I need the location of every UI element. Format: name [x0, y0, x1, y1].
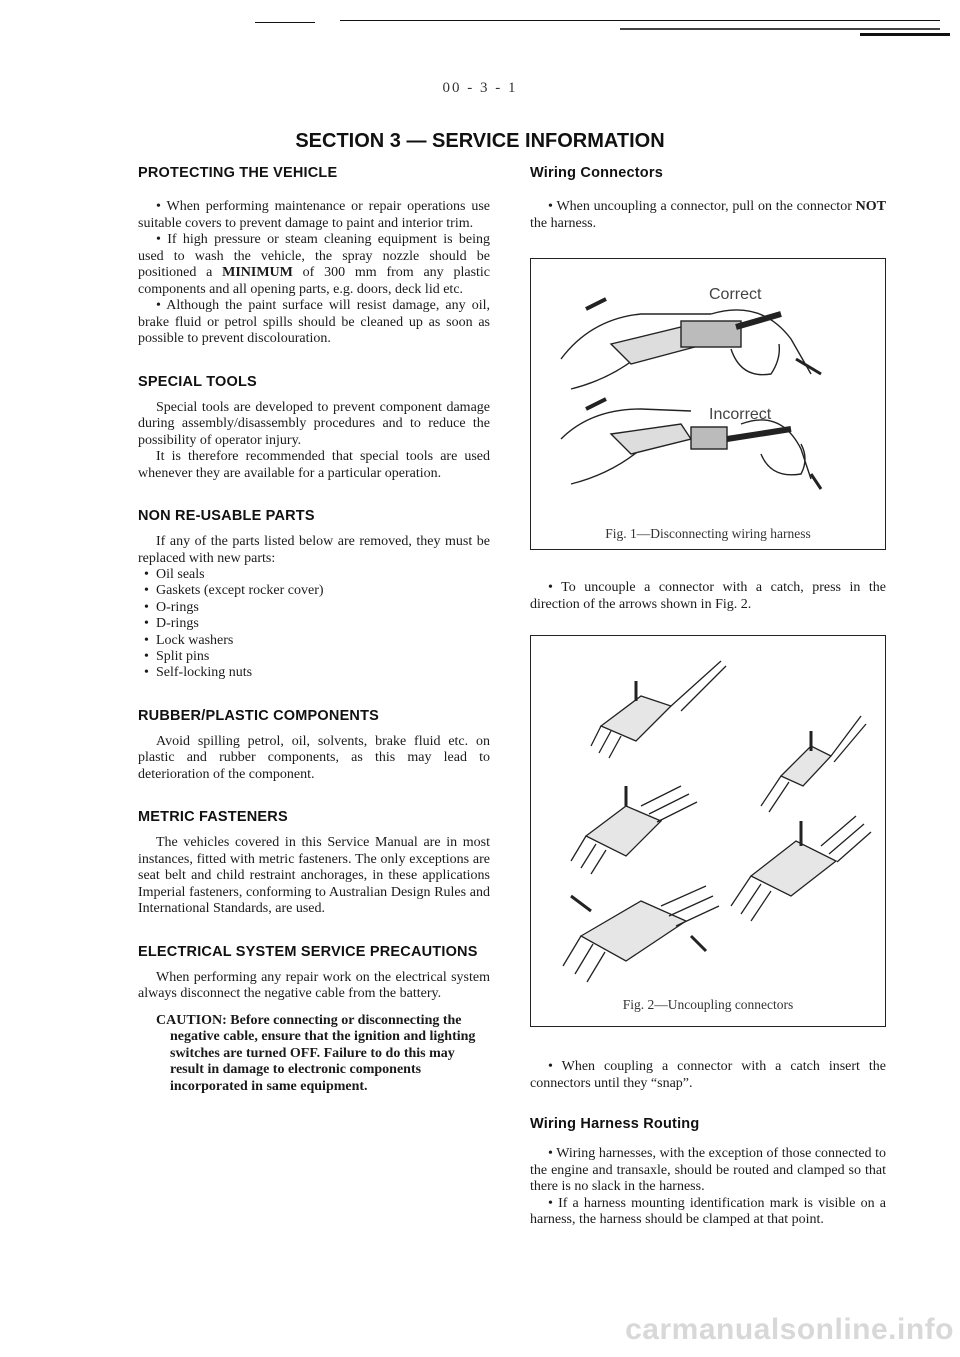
protecting-para-3: • Although the paint surface will resist damage, any oil, brake fluid or petrol spills should be cleaned up as soon as possible to prevent discolouration. — [138, 298, 490, 346]
section-title: SECTION 3 — SERVICE INFORMATION — [295, 130, 665, 152]
heading-wiring-connectors: Wiring Connectors — [530, 165, 663, 181]
scan-artifact-line — [340, 20, 940, 21]
fig1-caption: Fig. 1—Disconnecting wiring harness — [605, 526, 811, 541]
list-item: • Split pins — [138, 649, 490, 665]
protecting-para-2: • If high pressure or steam cleaning equipment is being used to wash the vehicle, the spray nozzle should be positioned a MINIMUM of 300 mm from any plastic components and all opening parts, e.g. doors, deck lid etc. — [138, 232, 491, 297]
fig2-connector-5 — [563, 886, 719, 982]
fig1-label-correct: Correct — [709, 286, 762, 303]
fig2-illustration — [531, 636, 885, 996]
special-tools-para-1: Special tools are developed to prevent component damage during assembly/disassembly procedures and to reduce the possibility of operator injury. — [138, 399, 490, 448]
list-item: • O-rings — [138, 600, 490, 616]
left-column — [138, 165, 490, 1095]
fig1-illustration — [531, 259, 885, 519]
heading-protecting-vehicle: PROTECTING THE VEHICLE — [138, 165, 338, 181]
figure-2 — [530, 635, 886, 1027]
fig1-incorrect-drawing — [561, 399, 821, 489]
list-item: • Self-locking nuts — [138, 665, 490, 681]
watermark: carmanualsonline.info — [625, 1313, 954, 1346]
figure-1 — [530, 258, 886, 550]
fig2-connector-4 — [731, 816, 871, 921]
list-item: • Lock washers — [138, 633, 490, 649]
fig2-caption: Fig. 2—Uncoupling connectors — [622, 997, 794, 1012]
fig1-label-incorrect: Incorrect — [709, 406, 772, 423]
heading-special-tools: SPECIAL TOOLS — [138, 373, 257, 390]
rubber-para-1: Avoid spilling petrol, oil, solvents, brake fluid etc. on plastic and rubber components, as this may lead to deterioration of the component. — [138, 733, 490, 782]
scan-artifact-line — [255, 22, 315, 23]
list-item: • Oil seals — [138, 567, 490, 583]
page-number: 00 - 3 - 1 — [442, 80, 518, 96]
metric-para-1: The vehicles covered in this Service Manual are in most instances, fitted with metric fasteners. The only exceptions are seat belt and child restraint anchorages, in these applications Imperial fasteners, conforming to Australian Design Rules and International Standards, are used. — [138, 835, 490, 917]
heading-rubber-plastic: RUBBER/PLASTIC COMPONENTS — [138, 707, 380, 724]
non-reusable-intro: If any of the parts listed below are removed, they must be replaced with new parts: — [138, 534, 490, 566]
heading-metric-fasteners: METRIC FASTENERS — [138, 809, 288, 826]
scan-artifact-line — [620, 28, 940, 30]
wiring-para-1: • When uncoupling a connector, pull on the connector NOT the harness. — [530, 199, 887, 231]
fig2-connector-3 — [571, 786, 697, 874]
heading-non-reusable-parts: NON RE-USABLE PARTS — [138, 508, 315, 524]
right-column — [530, 165, 886, 1229]
heading-harness-routing: Wiring Harness Routing — [530, 1116, 700, 1132]
protecting-para-1: • When performing maintenance or repair operations use suitable covers to prevent damage to paint and interior trim. — [138, 199, 490, 231]
caution-note: CAUTION: Before connecting or disconnecting the negative cable, ensure that the ignition and lighting switches are turned OFF. Failure to do this may result in damage to electronic components incorporated in same equipment. — [156, 1012, 476, 1094]
non-reusable-list — [138, 567, 490, 682]
heading-electrical-precautions: ELECTRICAL SYSTEM SERVICE PRECAUTIONS — [138, 943, 478, 960]
fig1-correct-drawing — [561, 299, 821, 389]
routing-para-1: • Wiring harnesses, with the exception of those connected to the engine and transaxle, should be routed and clamped so that there is no slack in the harness. — [530, 1146, 886, 1194]
fig2-connector-1 — [591, 661, 726, 758]
wiring-para-3: • When coupling a connector with a catch insert the connectors until they “snap”. — [530, 1059, 887, 1091]
list-item: • D-rings — [138, 616, 490, 632]
wiring-para-2: • To uncouple a connector with a catch, press in the direction of the arrows shown in Fig. 2. — [530, 580, 886, 612]
special-tools-para-2: It is therefore recommended that special tools are used whenever they are available for a particular operation. — [138, 449, 490, 481]
list-item: • Gaskets (except rocker cover) — [138, 583, 490, 599]
fig2-connector-2 — [761, 716, 866, 812]
scan-artifact-line — [860, 33, 950, 36]
electrical-para-1: When performing any repair work on the electrical system always disconnect the negative cable from the battery. — [138, 969, 490, 1002]
routing-para-2: • If a harness mounting identification mark is visible on a harness, the harness should be clamped at that point. — [530, 1195, 886, 1227]
